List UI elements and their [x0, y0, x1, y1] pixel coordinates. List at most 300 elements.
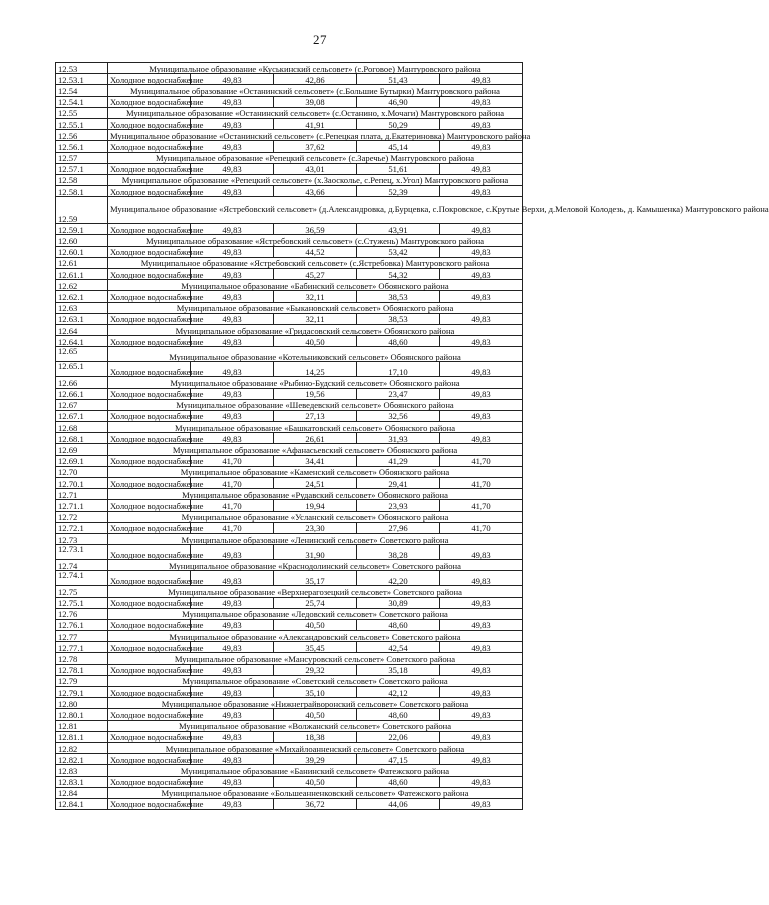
tariff-value: 51,61 [357, 163, 440, 174]
section-code: 12.64 [56, 324, 108, 335]
section-header-row [56, 720, 523, 731]
section-header-row [56, 560, 523, 571]
tariff-value: 49,83 [440, 642, 523, 653]
service-name: Холодное водоснабжение [108, 709, 191, 720]
tariff-value: 41,70 [440, 522, 523, 533]
section-header-row [56, 399, 523, 410]
section-code: 12.58 [56, 174, 108, 185]
service-name: Холодное водоснабжение [108, 500, 191, 511]
municipality-title: Муниципальное образование «Рыбино-Будский сельсовет» Обоянского района [108, 377, 523, 388]
tariff-value: 49,83 [191, 362, 274, 377]
item-code: 12.71.1 [56, 500, 108, 511]
municipality-title: Муниципальное образование «Ястребовский сельсовет» (с.Стужень) Мантуровского района [108, 235, 523, 246]
tariff-value: 45,14 [357, 141, 440, 152]
tariff-value: 49,83 [191, 687, 274, 698]
tariff-value: 49,83 [191, 754, 274, 765]
section-code: 12.62 [56, 280, 108, 291]
tariff-row [56, 96, 523, 107]
tariff-value: 27,13 [274, 410, 357, 421]
tariff-row [56, 269, 523, 280]
service-name: Холодное водоснабжение [108, 336, 191, 347]
tariff-row [56, 224, 523, 235]
tariff-value: 49,83 [191, 224, 274, 235]
tariff-value: 49,83 [191, 597, 274, 608]
municipality-title: Муниципальное образование «Котельниковский сельсовет» Обоянского района [108, 347, 523, 362]
municipality-title: Муниципальное образование «Гридасовский сельсовет» Обоянского района [108, 324, 523, 335]
section-code: 12.79 [56, 675, 108, 686]
tariff-value: 43,66 [274, 186, 357, 197]
tariff-value: 49,83 [191, 186, 274, 197]
section-code: 12.55 [56, 107, 108, 118]
item-code: 12.57.1 [56, 163, 108, 174]
service-name: Холодное водоснабжение [108, 597, 191, 608]
tariff-value: 35,17 [274, 571, 357, 586]
municipality-title: Муниципальное образование «Бабинский сельсовет» Обоянского района [108, 280, 523, 291]
page-number: 27 [313, 32, 327, 47]
section-code: 12.74 [56, 560, 108, 571]
section-header-row [56, 85, 523, 96]
section-code: 12.65 [56, 347, 108, 362]
municipality-title: Муниципальное образование «Афанасьевский сельсовет» Обоянского района [108, 444, 523, 455]
tariff-value: 49,83 [440, 433, 523, 444]
tariff-value: 29,32 [274, 664, 357, 675]
tariff-row [56, 455, 523, 466]
tariff-value: 42,20 [357, 571, 440, 586]
section-code: 12.61 [56, 257, 108, 268]
tariff-value: 48,60 [357, 776, 440, 787]
municipality-title: Муниципальное образование «Репецкий сельсовет» (х.Заосколье, с.Репец, х.Угол) Мантуровского района [108, 174, 523, 185]
section-code: 12.70 [56, 466, 108, 477]
section-code: 12.67 [56, 399, 108, 410]
tariff-value: 49,83 [191, 163, 274, 174]
tariff-value: 44,52 [274, 246, 357, 257]
tariff-row [56, 163, 523, 174]
item-code: 12.62.1 [56, 291, 108, 302]
section-header-row [56, 698, 523, 709]
item-code: 12.76.1 [56, 619, 108, 630]
tariff-value: 23,47 [357, 388, 440, 399]
section-code: 12.82 [56, 742, 108, 753]
municipality-title: Муниципальное образование «Куськинский сельсовет» (с.Роговое) Мантуровского района [108, 63, 523, 74]
tariff-value: 40,50 [274, 709, 357, 720]
service-name: Холодное водоснабжение [108, 269, 191, 280]
tariff-row [56, 642, 523, 653]
tariff-value: 49,83 [440, 776, 523, 787]
section-header-row [56, 533, 523, 544]
tariff-value: 49,83 [440, 571, 523, 586]
tariff-value: 41,70 [191, 478, 274, 489]
item-code: 12.83.1 [56, 776, 108, 787]
tariff-value: 49,83 [440, 754, 523, 765]
tariff-value: 49,83 [191, 664, 274, 675]
section-code: 12.84 [56, 787, 108, 798]
municipality-title: Муниципальное образование «Большеанненковский сельсовет» Фатежского района [108, 787, 523, 798]
tariff-row [56, 291, 523, 302]
section-code: 12.59 [56, 197, 108, 224]
section-header-row [56, 63, 523, 74]
section-code: 12.63 [56, 302, 108, 313]
service-name: Холодное водоснабжение [108, 246, 191, 257]
tariff-value: 46,90 [357, 96, 440, 107]
section-header-row [56, 130, 523, 141]
tariff-value: 25,74 [274, 597, 357, 608]
item-code: 12.73.1 [56, 545, 108, 560]
tariff-value: 49,83 [440, 224, 523, 235]
tariff-row [56, 246, 523, 257]
section-code: 12.56 [56, 130, 108, 141]
tariff-value: 43,91 [357, 224, 440, 235]
section-code: 12.73 [56, 533, 108, 544]
tariff-value: 49,83 [191, 709, 274, 720]
item-code: 12.64.1 [56, 336, 108, 347]
tariff-value: 41,70 [191, 455, 274, 466]
tariff-value: 39,08 [274, 96, 357, 107]
tariff-value: 43,01 [274, 163, 357, 174]
tariff-value: 23,30 [274, 522, 357, 533]
tariff-value: 49,83 [191, 731, 274, 742]
tariff-value: 49,83 [191, 74, 274, 85]
tariff-value: 45,27 [274, 269, 357, 280]
service-name: Холодное водоснабжение [108, 798, 191, 809]
tariff-value: 49,83 [440, 798, 523, 809]
tariff-value: 49,83 [440, 74, 523, 85]
tariff-value: 49,83 [440, 388, 523, 399]
tariff-value: 49,83 [440, 246, 523, 257]
tariff-value: 41,70 [440, 500, 523, 511]
tariff-table [55, 62, 769, 810]
tariff-value: 19,56 [274, 388, 357, 399]
section-header-row [56, 235, 523, 246]
section-code: 12.71 [56, 489, 108, 500]
service-name: Холодное водоснабжение [108, 571, 191, 586]
tariff-row [56, 731, 523, 742]
service-name: Холодное водоснабжение [108, 186, 191, 197]
tariff-value: 31,90 [274, 545, 357, 560]
service-name: Холодное водоснабжение [108, 362, 191, 377]
municipality-title: Муниципальное образование «Ястребовский сельсовет» (д.Александровка, д.Бурцевка, с.Покровское, с.Крутые Верхи, д.Меловой Колодезь, д. Камышенка) Мантуровского района [108, 197, 523, 224]
municipality-title: Муниципальное образование «Мансуровский сельсовет» Советского района [108, 653, 523, 664]
service-name: Холодное водоснабжение [108, 141, 191, 152]
item-code: 12.74.1 [56, 571, 108, 586]
item-code: 12.70.1 [56, 478, 108, 489]
tariff-value: 42,54 [357, 642, 440, 653]
tariff-value: 49,83 [440, 709, 523, 720]
tariff-value: 49,83 [191, 96, 274, 107]
section-code: 12.77 [56, 631, 108, 642]
section-header-row [56, 511, 523, 522]
tariff-value: 49,83 [191, 291, 274, 302]
item-code: 12.55.1 [56, 118, 108, 129]
item-code: 12.84.1 [56, 798, 108, 809]
tariff-value: 49,83 [440, 141, 523, 152]
item-code: 12.82.1 [56, 754, 108, 765]
tariff-value: 24,51 [274, 478, 357, 489]
tariff-value: 49,83 [191, 336, 274, 347]
item-code: 12.67.1 [56, 410, 108, 421]
tariff-value: 49,83 [191, 619, 274, 630]
tariff-value: 41,70 [191, 522, 274, 533]
tariff-value: 41,91 [274, 118, 357, 129]
service-name: Холодное водоснабжение [108, 74, 191, 85]
service-name: Холодное водоснабжение [108, 687, 191, 698]
tariff-value: 49,83 [440, 597, 523, 608]
tariff-value: 49,83 [191, 141, 274, 152]
tariff-value: 49,83 [440, 731, 523, 742]
tariff-value: 32,56 [357, 410, 440, 421]
municipality-title: Муниципальное образование «Шеведевский сельсовет» Обоянского района [108, 399, 523, 410]
section-header-row [56, 302, 523, 313]
tariff-value: 39,29 [274, 754, 357, 765]
item-code: 12.54.1 [56, 96, 108, 107]
item-code: 12.78.1 [56, 664, 108, 675]
tariff-value: 18,38 [274, 731, 357, 742]
section-header-row [56, 631, 523, 642]
tariff-value: 14,25 [274, 362, 357, 377]
service-name: Холодное водоснабжение [108, 619, 191, 630]
tariff-value: 49,83 [440, 291, 523, 302]
service-name: Холодное водоснабжение [108, 776, 191, 787]
section-header-row [56, 787, 523, 798]
tariff-value: 49,83 [440, 269, 523, 280]
service-name: Холодное водоснабжение [108, 118, 191, 129]
item-code: 12.80.1 [56, 709, 108, 720]
municipality-title: Муниципальное образование «Краснодолинский сельсовет» Советского района [108, 560, 523, 571]
service-name: Холодное водоснабжение [108, 291, 191, 302]
tariff-value: 49,83 [440, 313, 523, 324]
tariff-table-body [56, 63, 769, 810]
municipality-title: Муниципальное образование «Останинский сельсовет» (с.Останино, х.Мочаги) Мантуровского района [108, 107, 523, 118]
section-header-row [56, 466, 523, 477]
tariff-value: 49,83 [191, 433, 274, 444]
tariff-value: 54,32 [357, 269, 440, 280]
tariff-value: 49,83 [440, 362, 523, 377]
tariff-value: 22,06 [357, 731, 440, 742]
section-header-row [56, 107, 523, 118]
item-code: 12.58.1 [56, 186, 108, 197]
tariff-value: 41,29 [357, 455, 440, 466]
service-name: Холодное водоснабжение [108, 522, 191, 533]
tariff-value: 41,70 [440, 478, 523, 489]
tariff-value: 29,41 [357, 478, 440, 489]
tariff-value: 52,39 [357, 186, 440, 197]
service-name: Холодное водоснабжение [108, 664, 191, 675]
municipality-title: Муниципальное образование «Башкатовский сельсовет» Обоянского района [108, 422, 523, 433]
section-header-row [56, 765, 523, 776]
tariff-value: 49,83 [191, 798, 274, 809]
section-header-row [56, 489, 523, 500]
tariff-row [56, 362, 523, 377]
tariff-value: 48,60 [357, 619, 440, 630]
tariff-value: 38,53 [357, 291, 440, 302]
section-code: 12.68 [56, 422, 108, 433]
tariff-value: 49,83 [191, 269, 274, 280]
section-header-row [56, 174, 523, 185]
tariff-value: 49,83 [191, 545, 274, 560]
municipality-title: Муниципальное образование «Верхнерагозецкий сельсовет» Советского района [108, 586, 523, 597]
tariff-value: 40,50 [274, 776, 357, 787]
tariff-value: 34,41 [274, 455, 357, 466]
municipality-title: Муниципальное образование «Каменский сельсовет» Обоянского района [108, 466, 523, 477]
item-code: 12.59.1 [56, 224, 108, 235]
tariff-value: 41,70 [440, 455, 523, 466]
tariff-value: 27,96 [357, 522, 440, 533]
tariff-value: 35,45 [274, 642, 357, 653]
section-header-row [56, 586, 523, 597]
tariff-value: 19,94 [274, 500, 357, 511]
tariff-value: 38,53 [357, 313, 440, 324]
section-code: 12.69 [56, 444, 108, 455]
tariff-value: 49,83 [191, 410, 274, 421]
tariff-value: 48,60 [357, 709, 440, 720]
section-code: 12.80 [56, 698, 108, 709]
municipality-title: Муниципальное образование «Рудавский сельсовет» Обоянского района [108, 489, 523, 500]
tariff-row [56, 776, 523, 787]
tariff-value: 50,29 [357, 118, 440, 129]
municipality-title: Муниципальное образование «Волжанский сельсовет» Советского района [108, 720, 523, 731]
tariff-value: 49,83 [440, 118, 523, 129]
service-name: Холодное водоснабжение [108, 224, 191, 235]
municipality-title: Муниципальное образование «Останинский сельсовет» (с.Репецкая плата, д.Екатериновка) Мантуровского района [108, 130, 523, 141]
section-code: 12.53 [56, 63, 108, 74]
section-header-row [56, 257, 523, 268]
tariff-row [56, 410, 523, 421]
tariff-value: 49,83 [191, 642, 274, 653]
tariff-row [56, 754, 523, 765]
tariff-value: 49,83 [191, 776, 274, 787]
municipality-title: Муниципальное образование «Банинский сельсовет» Фатежского района [108, 765, 523, 776]
municipality-title: Муниципальное образование «Александровский сельсовет» Советского района [108, 631, 523, 642]
tariff-value: 17,10 [357, 362, 440, 377]
item-code: 12.53.1 [56, 74, 108, 85]
tariff-value: 35,10 [274, 687, 357, 698]
tariff-value: 35,18 [357, 664, 440, 675]
tariff-value: 23,93 [357, 500, 440, 511]
section-code: 12.60 [56, 235, 108, 246]
section-header-row [56, 347, 523, 362]
tariff-value: 49,83 [440, 687, 523, 698]
tariff-value: 26,61 [274, 433, 357, 444]
tariff-row [56, 186, 523, 197]
tariff-row [56, 522, 523, 533]
item-code: 12.56.1 [56, 141, 108, 152]
tariff-row [56, 141, 523, 152]
item-code: 12.68.1 [56, 433, 108, 444]
tariff-value: 32,11 [274, 313, 357, 324]
service-name: Холодное водоснабжение [108, 163, 191, 174]
tariff-row [56, 798, 523, 809]
service-name: Холодное водоснабжение [108, 410, 191, 421]
tariff-value: 49,83 [440, 96, 523, 107]
municipality-title: Муниципальное образование «Усланский сельсовет» Обоянского района [108, 511, 523, 522]
municipality-title: Муниципальное образование «Советский сельсовет» Советского района [108, 675, 523, 686]
tariff-value: 49,83 [191, 118, 274, 129]
item-code: 12.65.1 [56, 362, 108, 377]
tariff-value: 49,83 [440, 664, 523, 675]
tariff-value: 38,28 [357, 545, 440, 560]
tariff-row [56, 433, 523, 444]
tariff-value: 48,60 [357, 336, 440, 347]
item-code: 12.75.1 [56, 597, 108, 608]
tariff-value: 31,93 [357, 433, 440, 444]
tariff-value: 42,12 [357, 687, 440, 698]
section-code: 12.76 [56, 608, 108, 619]
item-code: 12.63.1 [56, 313, 108, 324]
item-code: 12.77.1 [56, 642, 108, 653]
item-code: 12.61.1 [56, 269, 108, 280]
service-name: Холодное водоснабжение [108, 96, 191, 107]
municipality-title: Муниципальное образование «Ленинский сельсовет» Советского района [108, 533, 523, 544]
item-code: 12.79.1 [56, 687, 108, 698]
tariff-value: 40,50 [274, 336, 357, 347]
tariff-value: 49,83 [191, 313, 274, 324]
tariff-value: 53,42 [357, 246, 440, 257]
section-code: 12.66 [56, 377, 108, 388]
section-code: 12.72 [56, 511, 108, 522]
tariff-value: 49,83 [440, 545, 523, 560]
tariff-row [56, 687, 523, 698]
tariff-value: 37,62 [274, 141, 357, 152]
section-header-row [56, 197, 523, 224]
item-code: 12.69.1 [56, 455, 108, 466]
tariff-row [56, 478, 523, 489]
section-code: 12.75 [56, 586, 108, 597]
section-code: 12.78 [56, 653, 108, 664]
service-name: Холодное водоснабжение [108, 388, 191, 399]
section-header-row [56, 377, 523, 388]
section-code: 12.54 [56, 85, 108, 96]
service-name: Холодное водоснабжение [108, 754, 191, 765]
tariff-row [56, 500, 523, 511]
tariff-value: 42,86 [274, 74, 357, 85]
service-name: Холодное водоснабжение [108, 545, 191, 560]
tariff-row [56, 664, 523, 675]
tariff-row [56, 571, 523, 586]
municipality-title: Муниципальное образование «Ледовский сельсовет» Советского района [108, 608, 523, 619]
tariff-row [56, 709, 523, 720]
tariff-value: 49,83 [191, 571, 274, 586]
section-header-row [56, 608, 523, 619]
tariff-value: 49,83 [440, 186, 523, 197]
tariff-row [56, 545, 523, 560]
tariff-value: 44,06 [357, 798, 440, 809]
tariff-row [56, 388, 523, 399]
service-name: Холодное водоснабжение [108, 455, 191, 466]
tariff-row [56, 336, 523, 347]
municipality-title: Муниципальное образование «Репецкий сельсовет» (с.Заречье) Мантуровского района [108, 152, 523, 163]
tariff-value: 49,83 [440, 163, 523, 174]
section-code: 12.57 [56, 152, 108, 163]
tariff-value: 47,15 [357, 754, 440, 765]
item-code: 12.72.1 [56, 522, 108, 533]
section-header-row [56, 444, 523, 455]
section-code: 12.81 [56, 720, 108, 731]
section-header-row [56, 324, 523, 335]
tariff-value: 49,83 [440, 336, 523, 347]
tariff-row [56, 118, 523, 129]
section-header-row [56, 742, 523, 753]
service-name: Холодное водоснабжение [108, 433, 191, 444]
tariff-value: 40,50 [274, 619, 357, 630]
tariff-row [56, 597, 523, 608]
tariff-value: 49,83 [440, 619, 523, 630]
tariff-value: 49,83 [191, 246, 274, 257]
service-name: Холодное водоснабжение [108, 731, 191, 742]
section-header-row [56, 280, 523, 291]
section-header-row [56, 675, 523, 686]
item-code: 12.60.1 [56, 246, 108, 257]
tariff-row [56, 74, 523, 85]
tariff-value: 32,11 [274, 291, 357, 302]
